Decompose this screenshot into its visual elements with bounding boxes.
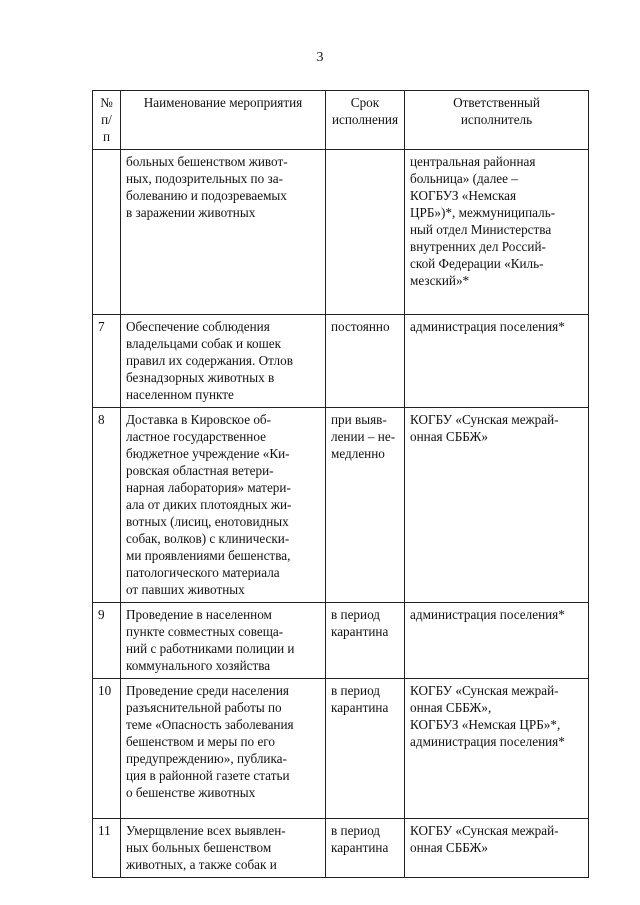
row-responsible: КОГБУ «Сунская межрай- онная СББЖ» [405,819,589,878]
header-number: № п/п [93,91,121,150]
row-event-name: больных бешенством живот- ных, подозрительных по за- болеванию и подозреваемых в заражении животных [121,150,326,315]
row-number [93,150,121,315]
row-responsible: администрация поселения* [405,603,589,679]
row-event-name: Проведение среди населения разъяснительной работы по теме «Опасность заболевания бешенством и меры по его предупреждению», публика- ция в районной газете статьи о бешенстве животных [121,679,326,819]
row-number: 10 [93,679,121,819]
row-term: в период карантина [326,603,405,679]
row-term [326,150,405,315]
row-responsible: центральная районная больница» (далее – КОГБУЗ «Немская ЦРБ»)*, межмуниципаль- ный отдел Министерства внутренних дел Россий- ской Федерации «Киль- мезский»* [405,150,589,315]
table-row [93,679,589,819]
row-event-name: Обеспечение соблюдения владельцами собак и кошек правил их содержания. Отлов безнадзорных животных в населенном пункте [121,315,326,408]
page-number: 3 [316,50,324,65]
row-number: 9 [93,603,121,679]
row-term: в период карантина [326,679,405,819]
header-responsible: Ответственный исполнитель [405,91,589,150]
table-row [93,315,589,408]
header-term: Срок исполнения [326,91,405,150]
header-event-name: Наименование мероприятия [121,91,326,150]
row-term: в период карантина [326,819,405,878]
table-row [93,603,589,679]
table-row [93,150,589,315]
row-responsible: КОГБУ «Сунская межрай- онная СББЖ», КОГБУЗ «Немская ЦРБ»*, администрация поселения* [405,679,589,819]
row-number: 11 [93,819,121,878]
row-event-name: Проведение в населенном пункте совместных совеща- ний с работниками полиции и коммунального хозяйства [121,603,326,679]
table-row [93,819,589,878]
row-responsible: КОГБУ «Сунская межрай- онная СББЖ» [405,408,589,603]
table-header-row [93,91,589,150]
row-number: 8 [93,408,121,603]
row-responsible: администрация поселения* [405,315,589,408]
events-table [92,90,589,878]
row-event-name: Умерщвление всех выявлен- ных больных бешенством животных, а также собак и [121,819,326,878]
row-event-name: Доставка в Кировское об- ластное государственное бюджетное учреждение «Ки- ровская областная ветери- нарная лаборатория» матери- ала от диких плотоядных жи- вотных (лисиц, енотовидных собак, волков) с клинически- ми проявлениями бешенства, патологического материала от павших животных [121,408,326,603]
row-number: 7 [93,315,121,408]
row-term: при выяв- лении – не- медленно [326,408,405,603]
row-term: постоянно [326,315,405,408]
table-row [93,408,589,603]
